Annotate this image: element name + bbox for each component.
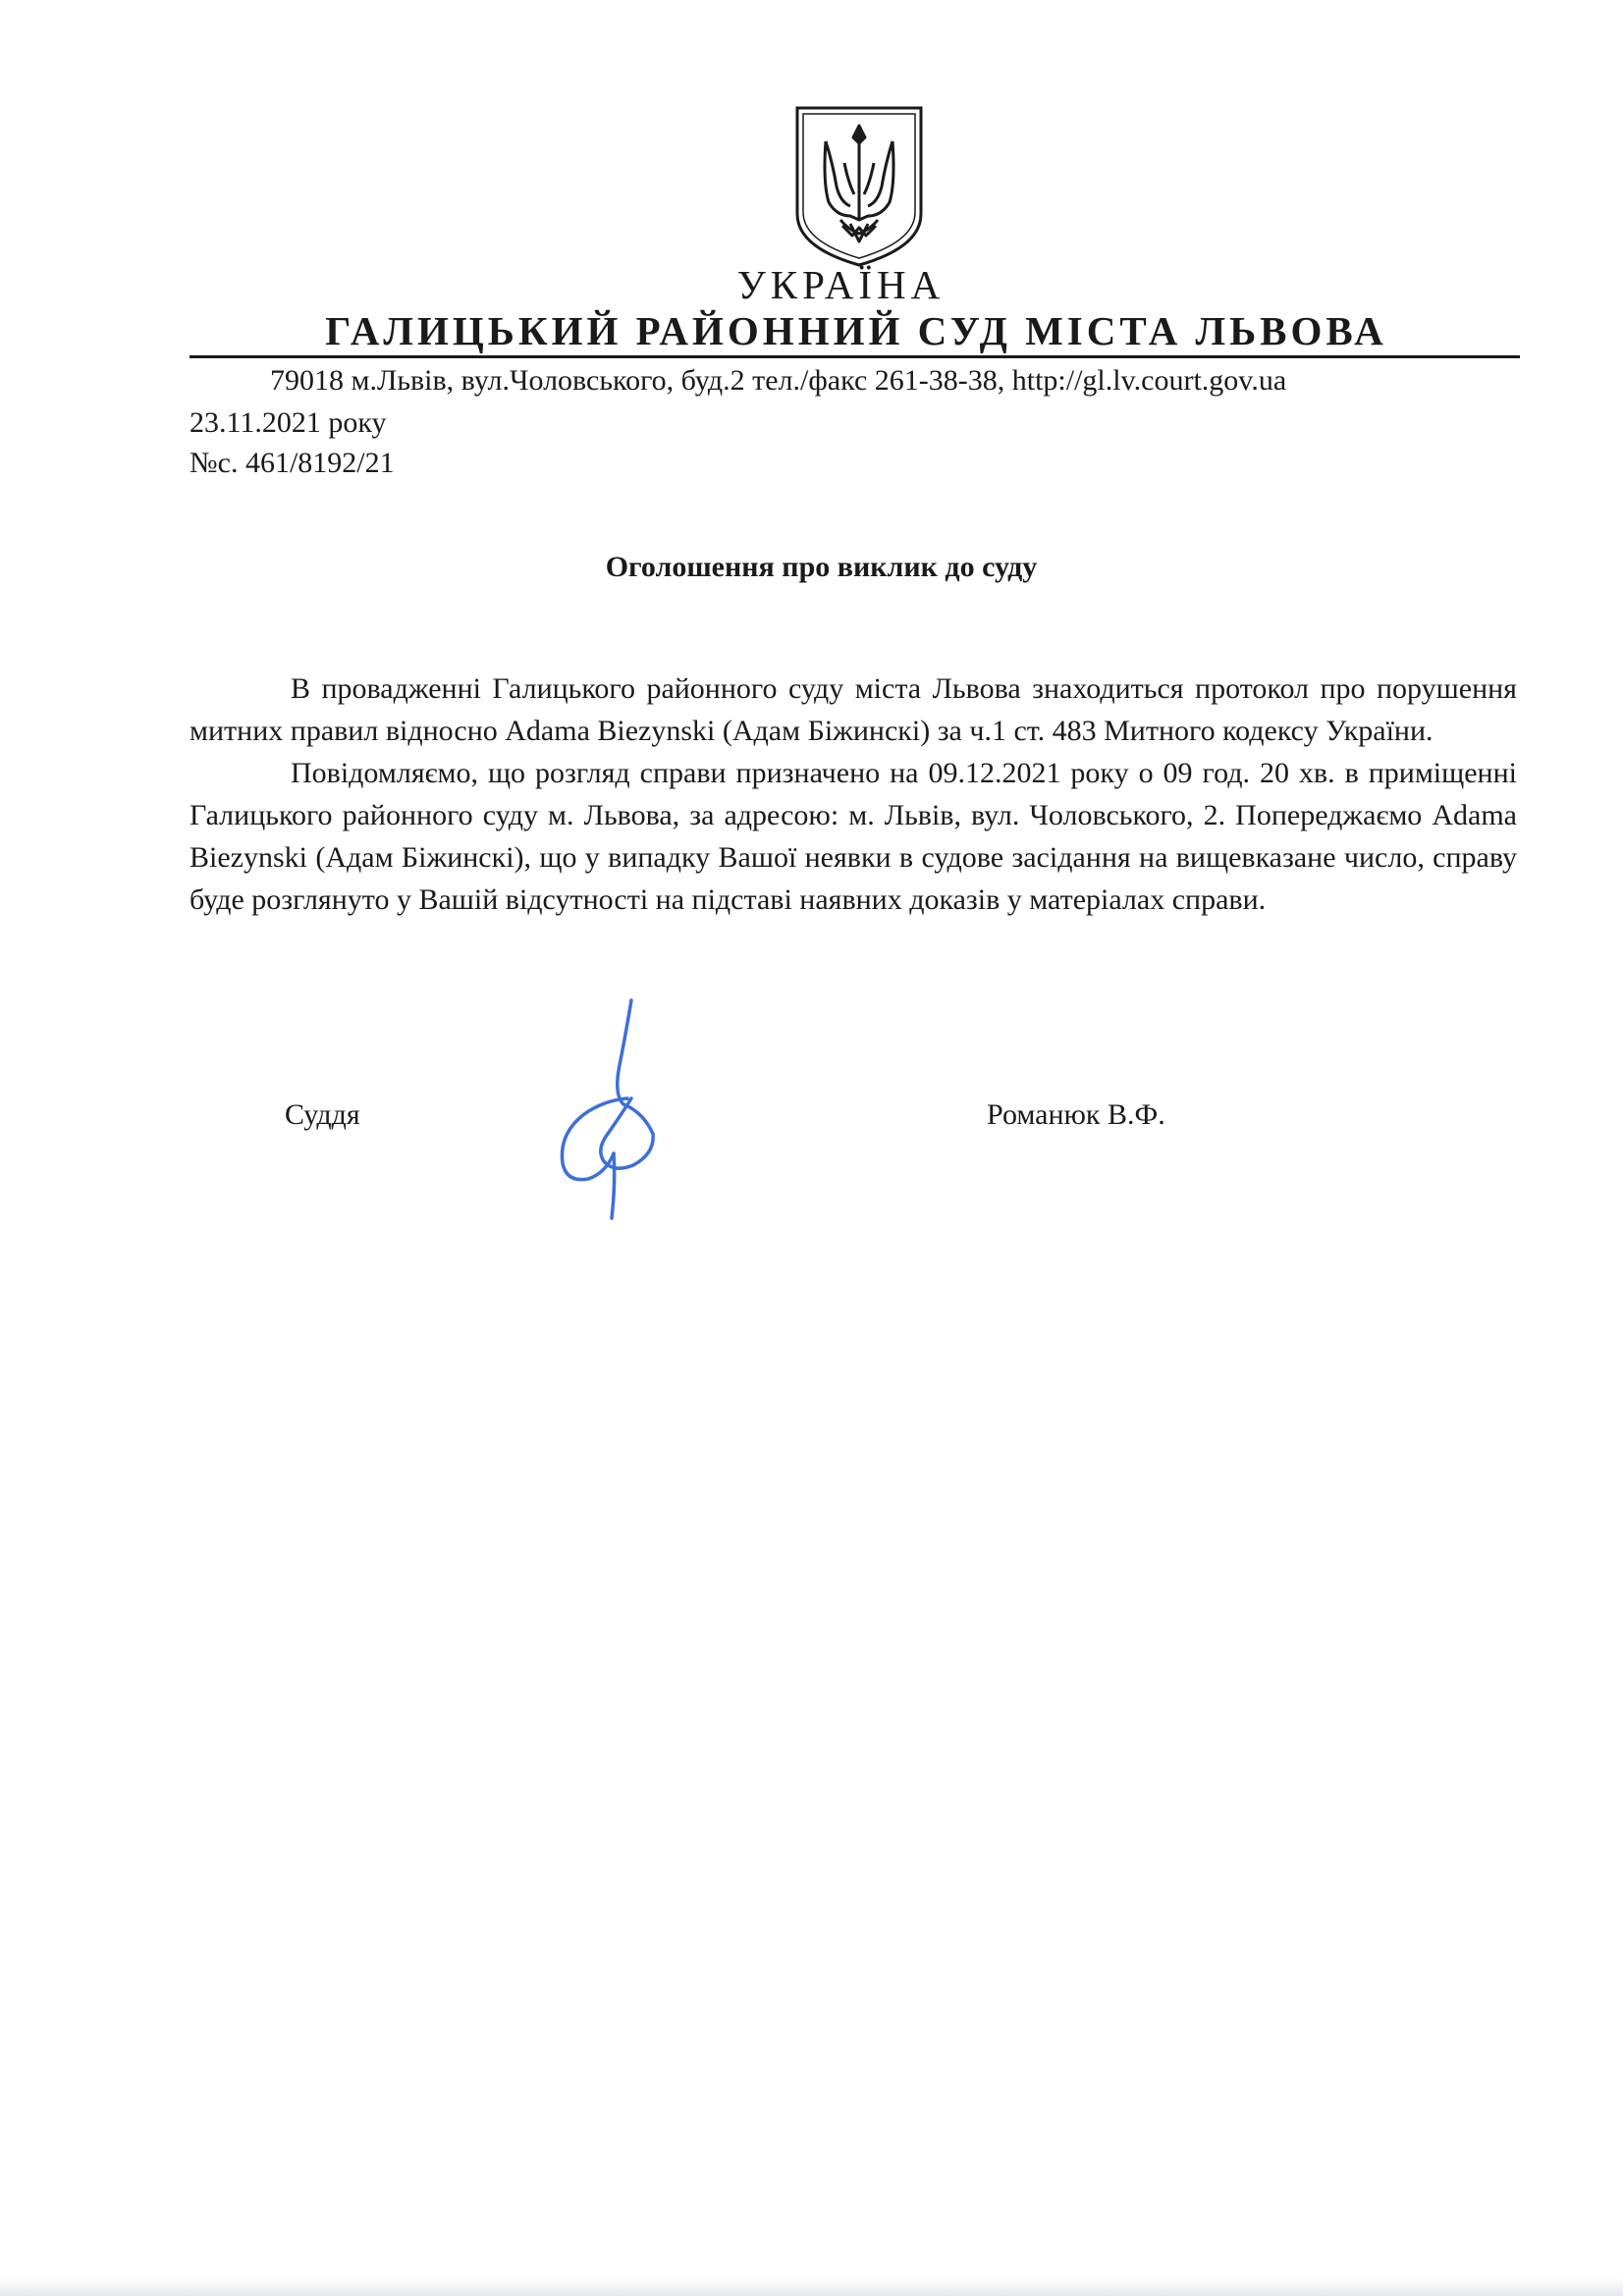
handwritten-signature-icon <box>545 996 682 1222</box>
trident-coat-of-arms-icon <box>793 104 925 269</box>
case-number: №с. 461/8192/21 <box>189 447 395 479</box>
document-date: 23.11.2021 року <box>189 406 387 439</box>
body-paragraph: В провадженні Галицького районного суду міста Львова знаходиться протокол про порушення митних правил відносно Adama Biezynski (Адам Біжинскі) за ч.1 ст. 483 Митного кодексу України. <box>189 672 1517 747</box>
header-divider <box>189 355 1520 358</box>
signer-name: Романюк В.Ф. <box>987 1098 1165 1131</box>
document-title: Оголошення про виклик до суду <box>605 551 1038 583</box>
signer-role: Суддя <box>285 1098 360 1131</box>
scan-edge-shading <box>0 2278 1623 2296</box>
court-name-heading: ГАЛИЦЬКИЙ РАЙОННИЙ СУД МІСТА ЛЬВОВА <box>325 308 1387 353</box>
court-address: 79018 м.Львів, вул.Чоловського, буд.2 тел./факс 261-38-38, http://gl.lv.court.gov.ua <box>270 364 1287 397</box>
body-paragraph: Повідомляємо, що розгляд справи призначено на 09.12.2021 року о 09 год. 20 хв. в приміщенні Галицького районного суду м. Львова, за адресою: м. Львів, вул. Чоловського, 2. Попереджаємо Adama Biezynski (Адам Біжинскі), що у випадку Вашої неявки в судове засідання на вищевказане число, справу буде розглянуто у Вашій відсутності на підставі наявних доказів у матеріалах справи. <box>189 757 1517 916</box>
document-body <box>189 667 1517 921</box>
country-heading: УКРАЇНА <box>736 262 946 307</box>
